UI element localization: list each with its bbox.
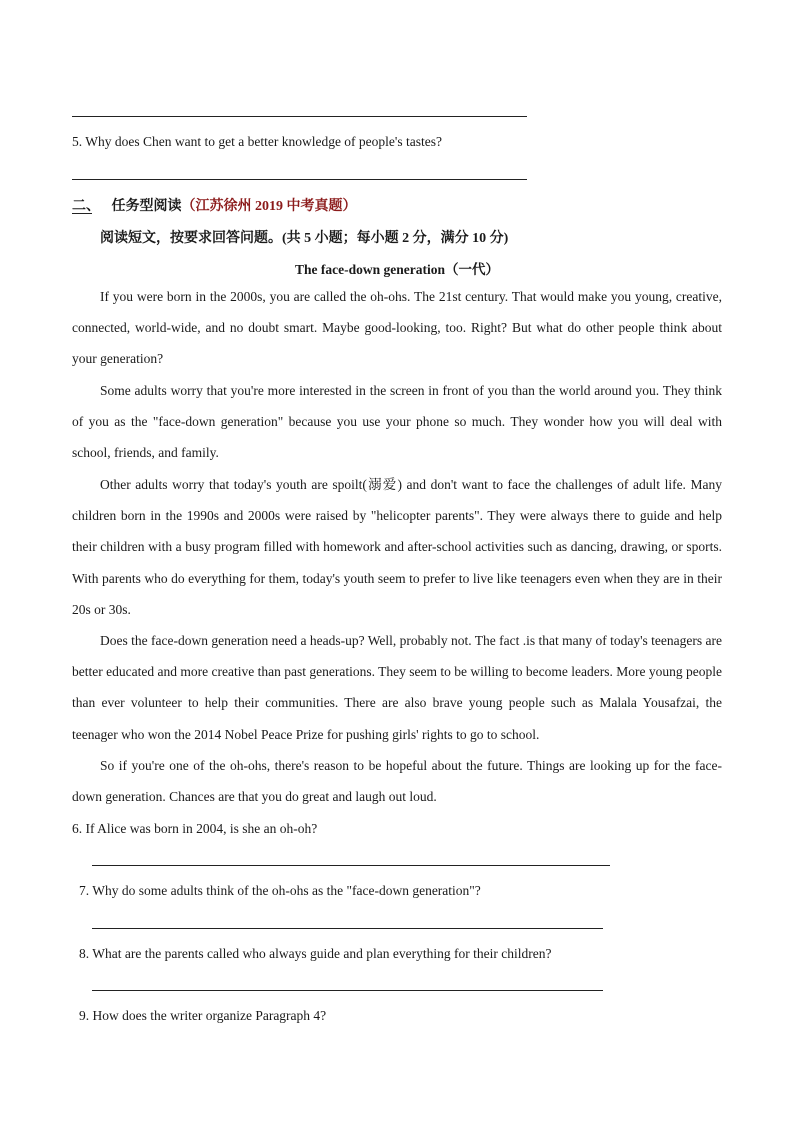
section-number: 二、 bbox=[72, 199, 100, 214]
instruction: 阅读短文，按要求回答问题。(共 5 小题；每小题 2 分，满分 10 分) bbox=[100, 231, 509, 246]
source-open: （ bbox=[181, 199, 196, 214]
paragraph-1: If you were born in the 2000s, you are called the oh-ohs. The 21st century. That would make you young, creative, connected, world-wide, and no doubt smart. Maybe good-looking, too. Right? But what do other people think about your generation? bbox=[72, 289, 722, 367]
question-7: 7. Why do some adults think of the oh-ohs as the "face-down generation"? bbox=[79, 883, 481, 898]
answer-line-q4 bbox=[72, 116, 527, 117]
answer-line-q6 bbox=[92, 865, 610, 866]
answer-line-q7 bbox=[92, 928, 603, 929]
question-8: 8. What are the parents called who always guide and plan everything for their children? bbox=[79, 946, 552, 961]
section-number-underline bbox=[72, 213, 92, 214]
paragraph-5: So if you're one of the oh-ohs, there's reason to be hopeful about the future. Things are looking up for the face-down generation. Chances are that you do great and laugh out loud. bbox=[72, 758, 722, 805]
source-close: ） bbox=[342, 199, 357, 214]
article-title: The face-down generation（一代） bbox=[295, 262, 499, 277]
paragraph-3: Other adults worry that today's youth are spoilt(溺爱) and don't want to face the challenges of adult life. Many children born in the 1990s and 2000s were raised by "helicopter parents". They were always there to guide and help their children with a busy program filled with homework and after-school activities such as dancing, drawing, or sports. With parents who do everything for them, today's youth seem to prefer to live like teenagers even when they are in their 20s or 30s. bbox=[72, 477, 722, 617]
question-9: 9. How does the writer organize Paragraph 4? bbox=[79, 1008, 327, 1023]
section-title: 任务型阅读 bbox=[111, 199, 182, 214]
question-5: 5. Why does Chen want to get a better knowledge of people's tastes? bbox=[72, 134, 442, 149]
section-heading bbox=[72, 195, 357, 215]
answer-line-q5 bbox=[72, 179, 527, 180]
paragraph-2: Some adults worry that you're more interested in the screen in front of you than the world around you. They think of you as the "face-down generation" because you use your phone so much. They wonder how you will deal with school, friends, and family. bbox=[72, 383, 722, 461]
paragraph-4: Does the face-down generation need a heads-up? Well, probably not. The fact .is that many of today's teenagers are better educated and more creative than past generations. They seem to be willing to become leaders. More young people than ever volunteer to help their communities. There are also brave young people such as Malala Yousafzai, the teenager who won the 2014 Nobel Peace Prize for pushing girls' rights to go to school. bbox=[72, 633, 722, 742]
question-6: 6. If Alice was born in 2004, is she an oh-oh? bbox=[72, 821, 318, 836]
source-label: 江苏徐州 2019 中考真题 bbox=[195, 199, 343, 214]
answer-line-q8 bbox=[92, 990, 603, 991]
